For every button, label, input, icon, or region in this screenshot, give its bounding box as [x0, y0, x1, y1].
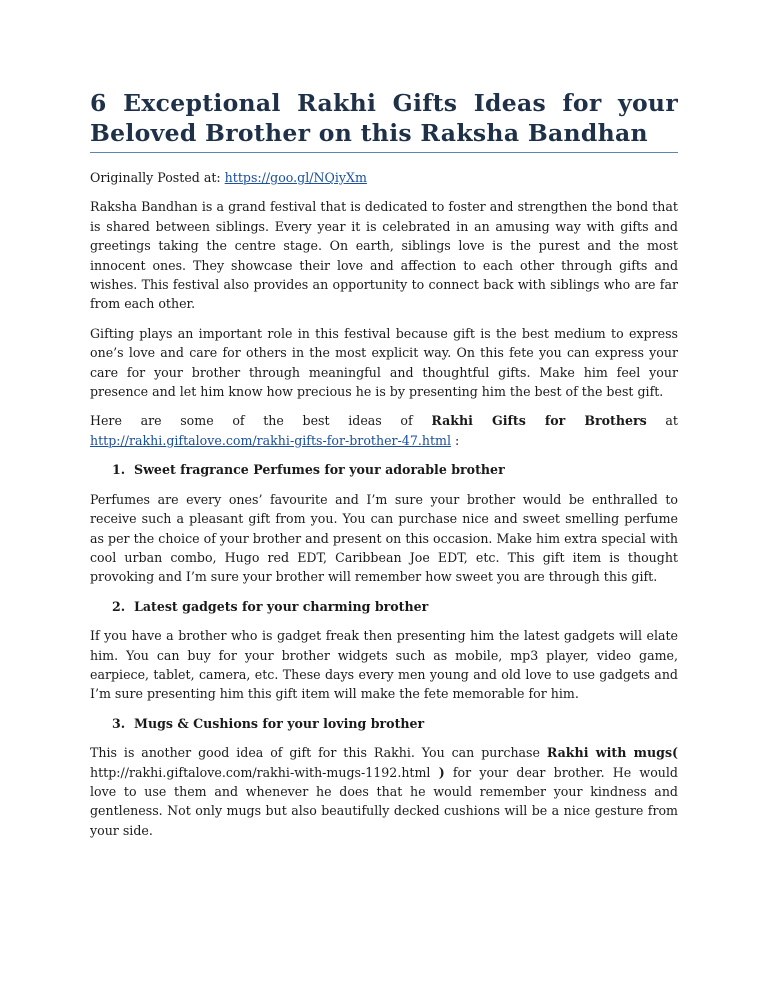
intro-paragraph: Raksha Bandhan is a grand festival that is dedicated to foster and strengthen the bond that is shared between siblings. Every year it is celebrated in an amusing way with gifts and greetings taking the centre stage. On earth, siblings love is the purest and the most innocent ones. They showcase their love and affection to each other through gifts and wishes. This festival also provides an opportunity to connect back with siblings who are far from each other. — [90, 199, 678, 312]
section-3-body-bold: Rakhi with mugs( — [546, 745, 678, 761]
ideas-prefix: Here are some of the best ideas of — [90, 413, 432, 429]
section-1-heading — [112, 460, 678, 479]
ideas-link[interactable]: http://rakhi.giftalove.com/rakhi-gifts-for-brother-47.html — [90, 432, 451, 448]
ideas-bold: Rakhi Gifts for Brothers — [431, 413, 647, 429]
section-1-number: 1. — [112, 462, 126, 478]
section-3-body-bold-close: ) — [438, 764, 445, 780]
section-2-body: If you have a brother who is gadget freak then presenting him the latest gadgets will elate him. You can buy for your brother widgets such as mobile, mp3 player, video game, earpiece, tablet, camera, etc. These days every men young and old love to use gadgets and I’m sure presenting him this gift item will make the fete memorable for him. — [90, 628, 678, 702]
section-3-body-suffix: for your dear brother. He would love to use them and whenever he does that he would remember your kindness and gentleness. Not only mugs but also beautifully decked cushions will be a nice gesture from your side. — [90, 764, 678, 838]
document-page — [90, 88, 678, 840]
ideas-at: at — [646, 413, 678, 429]
ideas-suffix: : — [450, 432, 460, 448]
section-2-title: Latest gadgets for your charming brother — [134, 598, 429, 614]
section-2-number: 2. — [112, 598, 126, 614]
section-3-number: 3. — [112, 715, 126, 731]
ideas-first-line — [90, 411, 678, 430]
section-3-body — [90, 743, 678, 840]
gifting-paragraph: Gifting plays an important role in this festival because gift is the best medium to express one’s love and care for others in the most explicit way. On this fete you can express your care for your brother through meaningful and thoughtful gifts. Make him feel your presence and let him know how precious he is by presenting him the best of the best gift. — [90, 325, 678, 400]
ideas-paragraph — [90, 411, 678, 450]
section-1-title: Sweet fragrance Perfumes for your adorable brother — [134, 462, 505, 478]
posted-line — [90, 168, 678, 187]
document-title: 6 Exceptional Rakhi Gifts Ideas for your Beloved Brother on this Raksha Bandhan — [90, 88, 678, 153]
section-3-body-prefix: This is another good idea of gift for this Rakhi. You can purchase — [90, 745, 547, 761]
posted-link[interactable]: https://goo.gl/NQiyXm — [224, 170, 367, 185]
section-1-body: Perfumes are every ones’ favourite and I’m sure your brother would be enthralled to receive such a pleasant gift from you. You can purchase nice and sweet smelling perfume as per the choice of your brother and present on this occasion. Make him extra special with cool urban combo, Hugo red EDT, Caribbean Joe EDT, etc. This gift item is thought provoking and I’m sure your brother will remember how sweet you are through this gift. — [90, 491, 678, 585]
section-3-title: Mugs & Cushions for your loving brother — [134, 715, 425, 731]
section-3-heading — [112, 714, 678, 733]
posted-label: Originally Posted at: — [90, 170, 225, 185]
section-2-heading — [112, 597, 678, 616]
section-3-body-url: http://rakhi.giftalove.com/rakhi-with-mugs-1192.html — [90, 764, 439, 780]
